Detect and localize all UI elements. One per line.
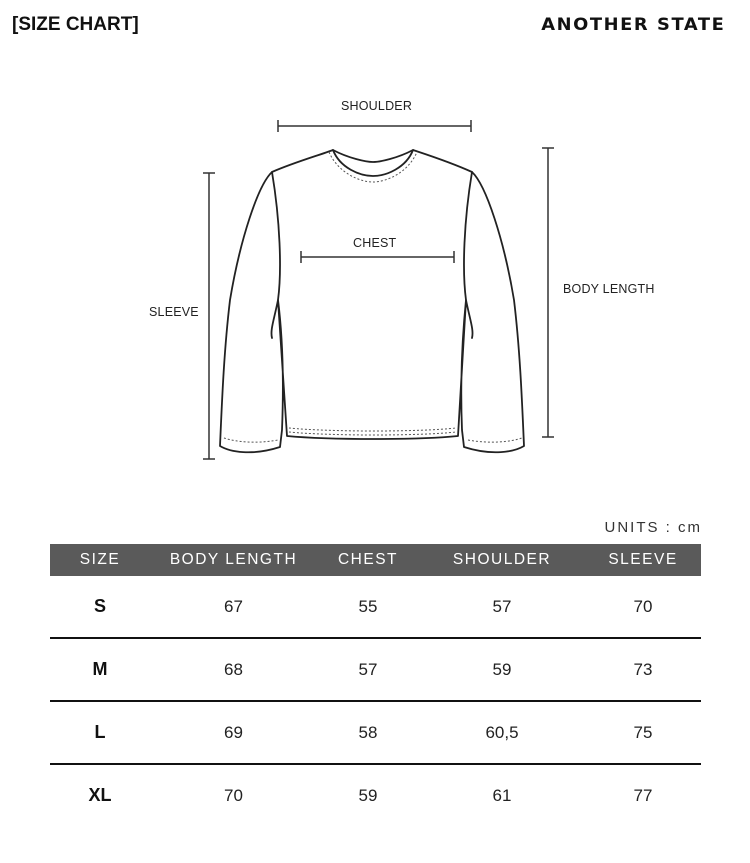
column-header: BODY LENGTH	[150, 544, 317, 576]
size-table	[50, 544, 701, 826]
column-header: SIZE	[50, 544, 150, 576]
size-cell: S	[50, 576, 150, 638]
chest-cell: 55	[317, 576, 419, 638]
page-title: [SIZE CHART]	[12, 14, 139, 35]
chest-cell: 59	[358, 785, 378, 805]
column-header: SLEEVE	[585, 544, 701, 576]
body-length-cell: 67	[150, 576, 317, 638]
body-length-label: BODY LENGTH	[563, 282, 655, 296]
shoulder-cell: 61	[492, 785, 512, 805]
shoulder-cell: 57	[419, 576, 585, 638]
size-cell: M	[50, 638, 150, 701]
sleeve-cell: 77	[633, 785, 653, 805]
chest-cell: 58	[317, 701, 419, 764]
table-row	[50, 764, 701, 826]
shoulder-cell: 59	[419, 638, 585, 701]
size-cell: L	[50, 701, 150, 764]
table-row	[50, 638, 701, 701]
shoulder-cell: 60,5	[419, 701, 585, 764]
column-header: CHEST	[317, 544, 419, 576]
sleeve-label: SLEEVE	[149, 305, 199, 319]
brand-logo-text: ANOTHER STATE	[540, 15, 725, 35]
table-row	[50, 576, 701, 638]
sleeve-cell: 70	[585, 576, 701, 638]
table-row	[50, 701, 701, 764]
body-length-cell: 69	[150, 701, 317, 764]
sleeve-cell: 75	[585, 701, 701, 764]
chest-cell: 57	[317, 638, 419, 701]
chest-label: CHEST	[353, 236, 397, 250]
size-cell: XL	[88, 785, 112, 805]
table-header-row	[50, 544, 701, 576]
sleeve-cell: 73	[585, 638, 701, 701]
shoulder-label: SHOULDER	[341, 99, 413, 113]
sweater-outline	[220, 150, 524, 452]
column-header: SHOULDER	[419, 544, 585, 576]
body-length-cell: 68	[150, 638, 317, 701]
body-length-cell: 70	[224, 785, 243, 805]
units-label: UNITS : cm	[604, 519, 702, 536]
